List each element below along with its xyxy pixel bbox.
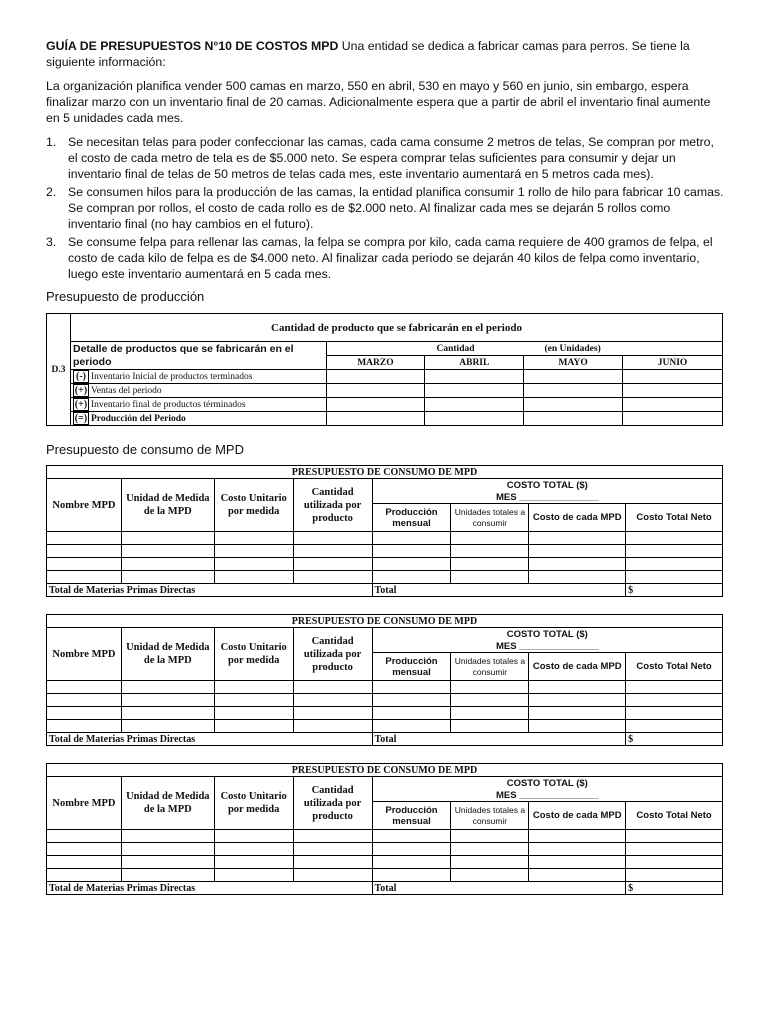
cell[interactable] bbox=[47, 830, 122, 843]
cell-marzo[interactable] bbox=[326, 398, 425, 412]
production-code: D.3 bbox=[47, 314, 71, 426]
cell[interactable] bbox=[372, 571, 451, 584]
row-label-cell bbox=[70, 412, 326, 426]
col-costo-total-neto: Costo Total Neto bbox=[626, 802, 723, 830]
cell[interactable] bbox=[372, 843, 451, 856]
total-dollar[interactable]: $ bbox=[626, 584, 723, 597]
row-label-cell bbox=[70, 370, 326, 384]
cell[interactable] bbox=[529, 694, 626, 707]
cell[interactable] bbox=[451, 843, 529, 856]
cell[interactable] bbox=[214, 856, 293, 869]
cell[interactable] bbox=[529, 707, 626, 720]
cell-junio[interactable] bbox=[623, 412, 723, 426]
item-text: Se consumen hilos para la producción de las camas, la entidad planifica consumir 1 rollo de hilo para fabricar 10 camas. Se compran por rollos, el costo de cada rollo es de $2.000 neto. Al finalizar cada mes se dejarán 5 rollos como inventario final (no hay cambios en el futuro). bbox=[68, 185, 724, 231]
cell[interactable] bbox=[372, 869, 451, 882]
cell[interactable] bbox=[372, 532, 451, 545]
col-unidad-medida: Unidad de Medida de la MPD bbox=[121, 479, 214, 532]
production-row bbox=[47, 370, 723, 384]
cell[interactable] bbox=[293, 720, 372, 733]
cell[interactable] bbox=[372, 830, 451, 843]
cell[interactable] bbox=[451, 856, 529, 869]
cell[interactable] bbox=[529, 681, 626, 694]
cell-marzo[interactable] bbox=[326, 412, 425, 426]
cell[interactable] bbox=[47, 571, 122, 584]
col-costo-total-neto: Costo Total Neto bbox=[626, 504, 723, 532]
cell[interactable] bbox=[121, 532, 214, 545]
requirement-item bbox=[46, 234, 726, 282]
production-row bbox=[47, 384, 723, 398]
cell[interactable] bbox=[293, 545, 372, 558]
cell[interactable] bbox=[293, 558, 372, 571]
cell-mayo[interactable] bbox=[524, 398, 623, 412]
cell[interactable] bbox=[214, 830, 293, 843]
col-nombre-mpd: Nombre MPD bbox=[47, 628, 122, 681]
cell[interactable] bbox=[529, 571, 626, 584]
cell[interactable] bbox=[626, 843, 723, 856]
mpd-data-row bbox=[47, 571, 723, 584]
cell[interactable] bbox=[451, 694, 529, 707]
row-label-cell bbox=[70, 398, 326, 412]
col-cantidad-utilizada: Cantidad utilizada por producto bbox=[293, 628, 372, 681]
cell-mayo[interactable] bbox=[524, 384, 623, 398]
cell[interactable] bbox=[121, 694, 214, 707]
mpd-data-row bbox=[47, 532, 723, 545]
cell[interactable] bbox=[372, 694, 451, 707]
cell-marzo[interactable] bbox=[326, 384, 425, 398]
costo-total-header: COSTO TOTAL ($) bbox=[372, 479, 722, 492]
detail-label: Detalle de productos que se fabricarán en el periodo bbox=[70, 342, 326, 370]
month-abril: ABRIL bbox=[425, 356, 524, 370]
total-mpd-label: Total de Materias Primas Directas bbox=[47, 882, 373, 895]
cell[interactable] bbox=[121, 545, 214, 558]
cell-abril[interactable] bbox=[425, 412, 524, 426]
col-costo-cada-mpd: Costo de cada MPD bbox=[529, 653, 626, 681]
mpd-table-title: PRESUPUESTO DE CONSUMO DE MPD bbox=[47, 466, 723, 479]
cell[interactable] bbox=[626, 707, 723, 720]
cell[interactable] bbox=[47, 681, 122, 694]
production-row bbox=[47, 412, 723, 426]
month-mayo: MAYO bbox=[524, 356, 623, 370]
cell[interactable] bbox=[451, 532, 529, 545]
cell[interactable] bbox=[293, 830, 372, 843]
cell[interactable] bbox=[372, 681, 451, 694]
cell[interactable] bbox=[451, 707, 529, 720]
cell[interactable] bbox=[121, 830, 214, 843]
row-label-cell bbox=[70, 384, 326, 398]
cell[interactable] bbox=[372, 545, 451, 558]
cell-mayo[interactable] bbox=[524, 370, 623, 384]
cell[interactable] bbox=[293, 856, 372, 869]
guide-title: GUÍA DE PRESUPUESTOS N°10 DE COSTOS MPD bbox=[46, 39, 339, 53]
col-unidades-totales: Unidades totales a consumir bbox=[451, 802, 529, 830]
costo-total-header: COSTO TOTAL ($) bbox=[372, 628, 722, 641]
cell[interactable] bbox=[121, 571, 214, 584]
unidades-label: (en Unidades) bbox=[544, 343, 601, 354]
cell[interactable] bbox=[293, 532, 372, 545]
production-section-title: Presupuesto de producción bbox=[46, 289, 205, 304]
cell[interactable] bbox=[626, 830, 723, 843]
cell[interactable] bbox=[529, 558, 626, 571]
item-text: Se consume felpa para rellenar las camas, la felpa se compra por kilo, cada cama requiere de 400 gramos de felpa, el costo de cada kilo de felpa es de $4.000 neto. Al finalizar cada periodo se dejarán 40 kilos de felpa como inventario, luego este inventario aumentará en 5 cada mes. bbox=[68, 235, 713, 281]
row-sign: (+) bbox=[74, 399, 88, 410]
costo-total-header: COSTO TOTAL ($) bbox=[372, 777, 722, 790]
cell[interactable] bbox=[626, 720, 723, 733]
cantidad-label: Cantidad bbox=[436, 343, 475, 354]
item-number: 1. bbox=[46, 135, 57, 149]
cell[interactable] bbox=[626, 545, 723, 558]
cell[interactable] bbox=[451, 681, 529, 694]
cell[interactable] bbox=[214, 532, 293, 545]
mes-header: MES _______________ bbox=[372, 640, 722, 653]
cell[interactable] bbox=[47, 694, 122, 707]
cell[interactable] bbox=[529, 720, 626, 733]
total-label: Total bbox=[372, 733, 626, 746]
cell[interactable] bbox=[47, 532, 122, 545]
cell[interactable] bbox=[293, 571, 372, 584]
mpd-data-row bbox=[47, 681, 723, 694]
requirement-item bbox=[46, 184, 726, 232]
row-sign: (-) bbox=[73, 370, 89, 383]
cell[interactable] bbox=[626, 694, 723, 707]
quantity-header bbox=[326, 342, 723, 356]
row-label: Ventas del periodo bbox=[90, 386, 162, 396]
mes-header: MES _______________ bbox=[372, 491, 722, 504]
cell[interactable] bbox=[626, 869, 723, 882]
row-label: Producción del Periodo bbox=[90, 414, 186, 424]
guide-title-rest: Una entidad se dedica a fabricar camas para perros. Se tiene la siguiente información: bbox=[46, 39, 690, 69]
mpd-data-row bbox=[47, 558, 723, 571]
cell[interactable] bbox=[214, 558, 293, 571]
col-unidades-totales: Unidades totales a consumir bbox=[451, 504, 529, 532]
mes-header: MES _______________ bbox=[372, 789, 722, 802]
mpd-data-row bbox=[47, 720, 723, 733]
col-unidad-medida: Unidad de Medida de la MPD bbox=[121, 777, 214, 830]
total-mpd-label: Total de Materias Primas Directas bbox=[47, 733, 373, 746]
cell[interactable] bbox=[214, 681, 293, 694]
item-number: 2. bbox=[46, 185, 57, 199]
cell[interactable] bbox=[47, 856, 122, 869]
total-dollar[interactable]: $ bbox=[626, 733, 723, 746]
intro-heading bbox=[46, 38, 726, 70]
cell[interactable] bbox=[121, 843, 214, 856]
row-sign: (+) bbox=[74, 385, 88, 396]
col-cantidad-utilizada: Cantidad utilizada por producto bbox=[293, 777, 372, 830]
cell[interactable] bbox=[47, 545, 122, 558]
cell[interactable] bbox=[121, 681, 214, 694]
mpd-data-row bbox=[47, 694, 723, 707]
col-nombre-mpd: Nombre MPD bbox=[47, 777, 122, 830]
cell[interactable] bbox=[121, 856, 214, 869]
cell-mayo[interactable] bbox=[524, 412, 623, 426]
cell[interactable] bbox=[214, 694, 293, 707]
production-header: Cantidad de producto que se fabricarán en el periodo bbox=[70, 314, 722, 342]
cell[interactable] bbox=[451, 571, 529, 584]
total-mpd-label: Total de Materias Primas Directas bbox=[47, 584, 373, 597]
cell[interactable] bbox=[214, 545, 293, 558]
cell[interactable] bbox=[529, 830, 626, 843]
cell[interactable] bbox=[529, 843, 626, 856]
col-costo-cada-mpd: Costo de cada MPD bbox=[529, 802, 626, 830]
item-number: 3. bbox=[46, 235, 57, 249]
requirements-list bbox=[46, 134, 726, 282]
cell[interactable] bbox=[47, 720, 122, 733]
col-costo-total-neto: Costo Total Neto bbox=[626, 653, 723, 681]
cell[interactable] bbox=[529, 532, 626, 545]
cell[interactable] bbox=[626, 571, 723, 584]
cell-abril[interactable] bbox=[425, 370, 524, 384]
month-marzo: MARZO bbox=[326, 356, 425, 370]
cell[interactable] bbox=[451, 558, 529, 571]
col-produccion-mensual: Producción mensual bbox=[372, 653, 451, 681]
cell[interactable] bbox=[214, 720, 293, 733]
intro-section bbox=[46, 38, 726, 284]
requirement-item bbox=[46, 134, 726, 182]
cell-abril[interactable] bbox=[425, 398, 524, 412]
cell[interactable] bbox=[293, 681, 372, 694]
mpd-data-row bbox=[47, 545, 723, 558]
cell[interactable] bbox=[372, 856, 451, 869]
month-junio: JUNIO bbox=[623, 356, 723, 370]
total-label: Total bbox=[372, 584, 626, 597]
cell[interactable] bbox=[451, 720, 529, 733]
cell[interactable] bbox=[47, 869, 122, 882]
intro-paragraph: La organización planifica vender 500 camas en marzo, 550 en abril, 530 en mayo y 560 en junio, sin embargo, espera finalizar marzo con un inventario final de 20 camas. Adicionalmente espera que a partir de abril el inventario final aumente en 5 unidades cada mes. bbox=[46, 79, 711, 125]
cell[interactable] bbox=[626, 558, 723, 571]
cell[interactable] bbox=[47, 558, 122, 571]
cell[interactable] bbox=[626, 856, 723, 869]
item-text: Se necesitan telas para poder confeccionar las camas, cada cama consume 2 metros de telas, Se compran por metro, el costo de cada metro de tela es de $5.000 neto. Se espera comprar telas suficientes para consumir y dejar un inventario final de telas de 50 metros de telas cada mes, este inventario aumentará en 5 metros cada mes). bbox=[68, 135, 714, 181]
cell-junio[interactable] bbox=[623, 384, 723, 398]
cell[interactable] bbox=[529, 856, 626, 869]
mpd-section-title: Presupuesto de consumo de MPD bbox=[46, 442, 244, 457]
cell[interactable] bbox=[214, 869, 293, 882]
cell[interactable] bbox=[214, 571, 293, 584]
mpd-data-row bbox=[47, 869, 723, 882]
cell[interactable] bbox=[372, 707, 451, 720]
cell[interactable] bbox=[121, 869, 214, 882]
mpd-table-title: PRESUPUESTO DE CONSUMO DE MPD bbox=[47, 764, 723, 777]
mpd-data-row bbox=[47, 830, 723, 843]
cell[interactable] bbox=[451, 869, 529, 882]
cell[interactable] bbox=[293, 707, 372, 720]
cell[interactable] bbox=[121, 720, 214, 733]
production-table bbox=[46, 313, 723, 426]
col-unidades-totales: Unidades totales a consumir bbox=[451, 653, 529, 681]
cell[interactable] bbox=[372, 558, 451, 571]
cell[interactable] bbox=[626, 681, 723, 694]
cell-abril[interactable] bbox=[425, 384, 524, 398]
cell[interactable] bbox=[214, 707, 293, 720]
col-cantidad-utilizada: Cantidad utilizada por producto bbox=[293, 479, 372, 532]
cell[interactable] bbox=[293, 843, 372, 856]
cell[interactable] bbox=[47, 843, 122, 856]
col-produccion-mensual: Producción mensual bbox=[372, 504, 451, 532]
mpd-table-1 bbox=[46, 465, 723, 597]
cell-junio[interactable] bbox=[623, 370, 723, 384]
col-nombre-mpd: Nombre MPD bbox=[47, 479, 122, 532]
cell[interactable] bbox=[529, 869, 626, 882]
cell[interactable] bbox=[451, 830, 529, 843]
cell-junio[interactable] bbox=[623, 398, 723, 412]
row-label: Inventario Inicial de productos terminados bbox=[90, 372, 253, 382]
cell-marzo[interactable] bbox=[326, 370, 425, 384]
cell[interactable] bbox=[372, 720, 451, 733]
mpd-data-row bbox=[47, 707, 723, 720]
mpd-data-row bbox=[47, 843, 723, 856]
cell[interactable] bbox=[293, 694, 372, 707]
row-sign: (=) bbox=[74, 413, 88, 424]
col-costo-unitario: Costo Unitario por medida bbox=[214, 777, 293, 830]
col-costo-cada-mpd: Costo de cada MPD bbox=[529, 504, 626, 532]
production-row bbox=[47, 398, 723, 412]
cell[interactable] bbox=[451, 545, 529, 558]
col-unidad-medida: Unidad de Medida de la MPD bbox=[121, 628, 214, 681]
row-label: Inventario final de productos términados bbox=[90, 400, 246, 410]
mpd-data-row bbox=[47, 856, 723, 869]
mpd-table-3 bbox=[46, 763, 723, 895]
cell[interactable] bbox=[214, 843, 293, 856]
cell[interactable] bbox=[626, 532, 723, 545]
col-produccion-mensual: Producción mensual bbox=[372, 802, 451, 830]
mpd-table-2 bbox=[46, 614, 723, 746]
cell[interactable] bbox=[529, 545, 626, 558]
total-label: Total bbox=[372, 882, 626, 895]
cell[interactable] bbox=[47, 707, 122, 720]
cell[interactable] bbox=[121, 558, 214, 571]
col-costo-unitario: Costo Unitario por medida bbox=[214, 628, 293, 681]
cell[interactable] bbox=[293, 869, 372, 882]
total-dollar[interactable]: $ bbox=[626, 882, 723, 895]
col-costo-unitario: Costo Unitario por medida bbox=[214, 479, 293, 532]
mpd-table-title: PRESUPUESTO DE CONSUMO DE MPD bbox=[47, 615, 723, 628]
cell[interactable] bbox=[121, 707, 214, 720]
